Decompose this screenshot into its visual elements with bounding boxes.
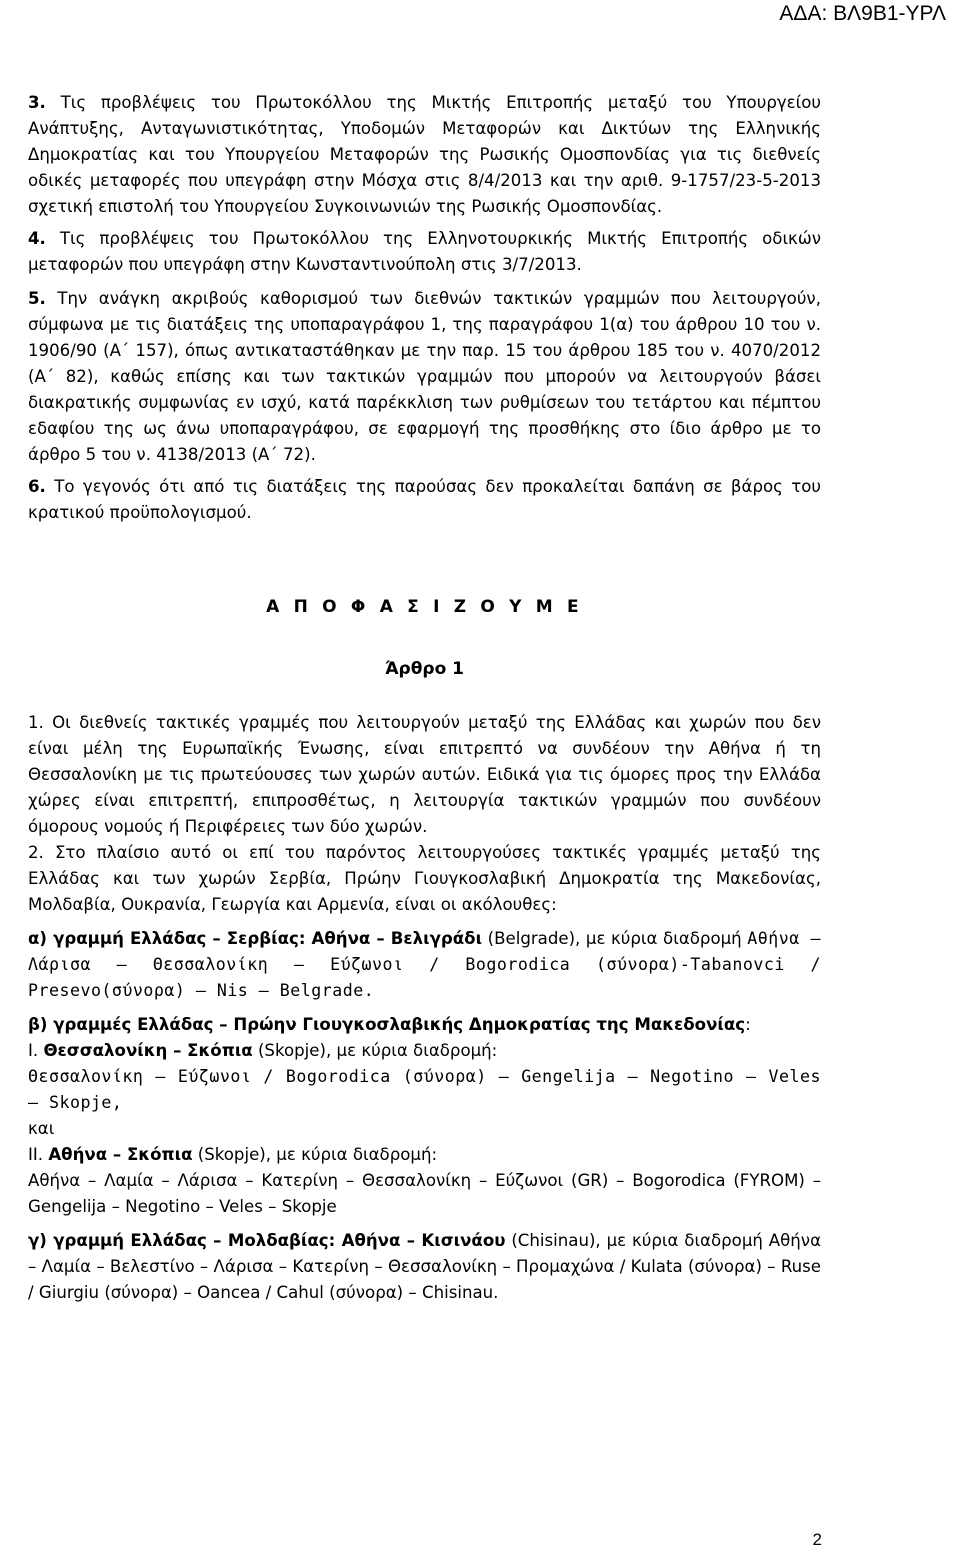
line-b-route-1: Θεσσαλονίκη – Εύζωνοι / Bogorodica (σύνορα) – Gengelija – Negotino – Veles – Skopje,: [28, 1067, 821, 1112]
page-number: 2: [812, 1530, 822, 1549]
item-text: Τις προβλέψεις του Πρωτοκόλλου της Μικτής Επιτροπής μεταξύ του Υπουργείου Ανάπτυξης, Ανταγωνιστικότητας, Υποδομών Μεταφορών και Δικτύων της Ελληνικής Δημοκρατίας και του Υπουργείου Μεταφορών της Ρωσικής Ομοσπονδίας για τις διεθνείς οδικές μεταφορές που υπεγράφη στην Μόσχα στις 8/4/2013 και την αριθ. 9-1757/23-5-2013 σχετική επιστολή του Υπουργείου Συγκοινωνιών της Ρωσικής Ομοσπονδίας.: [28, 93, 822, 216]
line-a-text: (Belgrade), με κύρια διαδρομή: [482, 929, 742, 948]
route-title: Αθήνα – Σκόπια: [48, 1145, 193, 1164]
line-a-route: Αθήνα – Λάρισα – Θεσσαλονίκη – Εύζωνοι / Bogorodica (σύνορα)-Tabanovci / Presevo(σύνορα) – Nis – Belgrade.: [28, 929, 822, 1000]
line-b-colon: :: [745, 1015, 751, 1034]
item-text: Την ανάγκη ακριβούς καθορισμού των διεθνών τακτικών γραμμών που λειτουργούν, σύμφωνα με τις διατάξεις της υποπαραγράφου 1, της παραγράφου 1(α) του άρθρου 10 του ν. 1906/90 (Α΄ 157), όπως αντικαταστάθηκαν με την παρ. 15 του άρθρου 185 του ν. 4070/2012 (Α΄ 82), καθώς επίσης και των τακτικών γραμμών που μπορούν να λειτουργούν βάσει διακρατικής συμφωνίας εν ισχύ, κατά παρέκκλιση των ρυθμίσεων του τετάρτου και πέμπτου εδαφίου της ως άνω υποπαραγράφου, σε εφαρμογή της προσθήκης στο ίδιο άρθρο με το άρθρο 5 του ν. 4138/2013 (Α΄ 72).: [28, 289, 821, 464]
item-number: 6.: [28, 477, 46, 496]
line-a: [28, 926, 821, 1004]
line-b-and: και: [28, 1119, 55, 1138]
route-title: Θεσσαλονίκη – Σκόπια: [43, 1041, 253, 1060]
line-c: [28, 1228, 821, 1306]
line-b-heading: β) γραμμές Ελλάδας – Πρώην Γιουγκοσλαβικής Δημοκρατίας της Μακεδονίας: [28, 1015, 746, 1034]
item-text: Τις προβλέψεις του Πρωτοκόλλου της Ελληνοτουρκικής Μικτής Επιτροπής οδικών μεταφορών που υπεγράφη στην Κωνσταντινούπολη στις 3/7/2013.: [28, 229, 821, 274]
item-4: [28, 226, 821, 278]
line-b-route-1-header: [28, 1038, 821, 1064]
item-number: 5.: [28, 289, 46, 308]
route-prefix: Ι.: [28, 1041, 44, 1060]
item-5: [28, 286, 821, 468]
line-b-route-2-header: [28, 1142, 821, 1168]
article-paragraph-1: 1. Οι διεθνείς τακτικές γραμμές που λειτουργούν μεταξύ της Ελλάδας και χωρών που δεν είναι μέλη της Ευρωπαϊκής Ένωσης, είναι επιτρεπτό να συνδέουν την Αθήνα ή τη Θεσσαλονίκη με τις πρωτεύουσες των χωρών αυτών. Ειδικά για τις όμορες προς την Ελλάδα χώρες είναι επιτρεπτή, επιπροσθέτως, η λειτουργία τακτικών γραμμών που συνδέουν όμορους νομούς ή Περιφέρειες των δύο χωρών.: [28, 713, 821, 836]
route-text: (Skopje), με κύρια διαδρομή:: [192, 1145, 438, 1164]
document-body: [28, 90, 821, 1306]
item-text: Το γεγονός ότι από τις διατάξεις της παρούσας δεν προκαλείται δαπάνη σε βάρος του κρατικού προϋπολογισμού.: [28, 477, 821, 522]
decision-heading: Α Π Ο Φ Α Σ Ι Ζ Ο Υ Μ Ε: [266, 597, 583, 617]
item-number: 4.: [28, 229, 46, 248]
article-paragraph-2: 2. Στο πλαίσιο αυτό οι επί του παρόντος λειτουργούσες τακτικές γραμμές μεταξύ της Ελλάδας και των χωρών Σερβία, Πρώην Γιουγκοσλαβική Δημοκρατία της Μακεδονίας, Μολδαβία, Ουκρανία, Γεωργία και Αρμενία, είναι οι ακόλουθες:: [28, 843, 821, 914]
line-b-title: [28, 1012, 821, 1038]
line-a-title: α) γραμμή Ελλάδας – Σερβίας: Αθήνα – Βελιγράδι: [28, 929, 483, 948]
ada-code: ΑΔΑ: ΒΛ9Β1-ΥΡΛ: [779, 2, 946, 25]
route-text: (Skopje), με κύρια διαδρομή:: [252, 1041, 498, 1060]
item-3: [28, 90, 821, 220]
line-c-title: γ) γραμμή Ελλάδας – Μολδαβίας: Αθήνα – Κισινάου: [28, 1231, 506, 1250]
line-c-text: (Chisinau), με κύρια διαδρομή Αθήνα – Λαμία – Βελεστίνο – Λάρισα – Κατερίνη – Θεσσαλονίκη – Προμαχώνα / Kulata (σύνορα) – Ruse / Giurgiu (σύνορα) – Oancea / Cahul (σύνορα) – Chisinau.: [28, 1231, 822, 1302]
route-prefix: ΙΙ.: [28, 1145, 49, 1164]
article-heading: Άρθρο 1: [385, 659, 464, 679]
item-number: 3.: [28, 93, 46, 112]
line-b-route-2: Αθήνα – Λαμία – Λάρισα – Κατερίνη – Θεσσαλονίκη – Εύζωνοι (GR) – Bogorodica (FYROM) – Gengelija – Negotino – Veles – Skopje: [28, 1171, 821, 1216]
item-6: [28, 474, 821, 526]
